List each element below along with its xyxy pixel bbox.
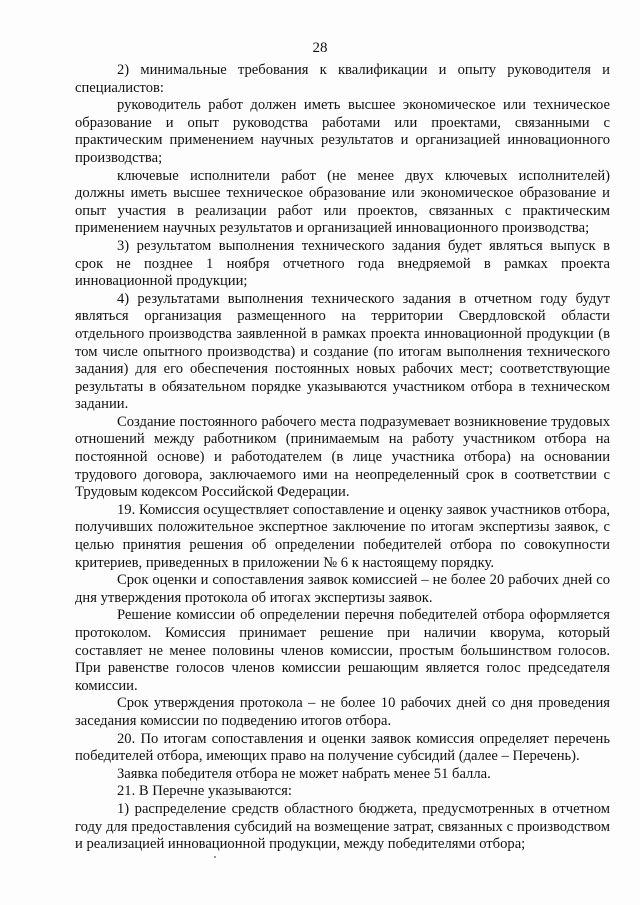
paragraph-item-19: 19. Комиссия осуществляет сопоставление и оценку заявок участников отбора, получивших положительное экспертное заключение по итогам экспертизы заявок, с целью принятия решения об определении победителей отбора по совокупности критериев, приведенных в приложении № 6 к настоящему порядку. (75, 501, 610, 571)
paragraph-key-performers: ключевые исполнители работ (не менее двух ключевых исполнителей) должны иметь высшее техническое образование или экономическое образование и опыт участия в реализации работ или проектов, связанных с практическим применением научных результатов и организацией инновационного производства; (75, 167, 610, 237)
paragraph-minimum-score: Заявка победителя отбора не может набрать менее 51 балла. (117, 765, 491, 782)
paragraph-permanent-workplace: Создание постоянного рабочего места подразумевает возникновение трудовых отношений между работником (принимаемым на работу участником отбора на постоянной основе) и работодателем (в лице участника отбора) на основании трудового договора, заключаемого ими на неопределенный срок в соответствии с Трудовым кодексом Российской Федерации. (75, 413, 610, 501)
paragraph-work-leader: руководитель работ должен иметь высшее экономическое или техническое образование и опыт руководства работами или проектами, связанными с практическим применением научных результатов и организацией инновационного производства; (75, 97, 610, 166)
scan-speck (214, 856, 216, 858)
page-number: 28 (312, 40, 328, 56)
paragraph-protocol-term: Срок утверждения протокола – не более 10 рабочих дней со дня проведения заседания комиссии по подведению итогов отбора. (75, 695, 610, 729)
paragraph-evaluation-term: Срок оценки и сопоставления заявок комиссией – не более 20 рабочих дней со дня утверждения протокола об итогах экспертизы заявок. (75, 572, 610, 606)
paragraph-item-20: 20. По итогам сопоставления и оценки заявок комиссия определяет перечень победителей отбора, имеющих право на получение субсидий (далее – Перечень). (75, 730, 610, 765)
paragraph-results-production: 4) результатами выполнения технического задания в отчетном году будут являться организация размещенного на территории Свердловской области отдельного производства заявленной в рамках проекта инновационной продукции (в том числе опытного производства) и создание (по итогам выполнения технического задания) для его обеспечения постоянных новых рабочих мест; соответствующие результаты в обязательном порядке указываются участником отбора в техническом задании. (75, 290, 610, 413)
paragraph-result-release: 3) результатом выполнения технического задания будет являться выпуск в срок не позднее 1 ноября отчетного года внедряемой в рамках проекта инновационной продукции; (75, 237, 610, 290)
document-body (75, 62, 610, 854)
paragraph-budget-distribution: 1) распределение средств областного бюджета, предусмотренных в отчетном году для предоставления субсидий на возмещение затрат, связанных с производством и реализацией инновационной продукции, между победителями отбора; (75, 800, 610, 853)
paragraph-qualification-requirements: 2) минимальные требования к квалификации и опыту руководителя и специалистов: (75, 62, 610, 96)
paragraph-item-21: 21. В Перечне указываются: (117, 783, 292, 800)
paragraph-commission-decision: Решение комиссии об определении перечня победителей отбора оформляется протоколом. Комиссия принимает решение при наличии кворума, который составляет не менее половины членов комиссии, простым большинством голосов. При равенстве голосов членов комиссии решающим является голос председателя комиссии. (75, 607, 610, 694)
